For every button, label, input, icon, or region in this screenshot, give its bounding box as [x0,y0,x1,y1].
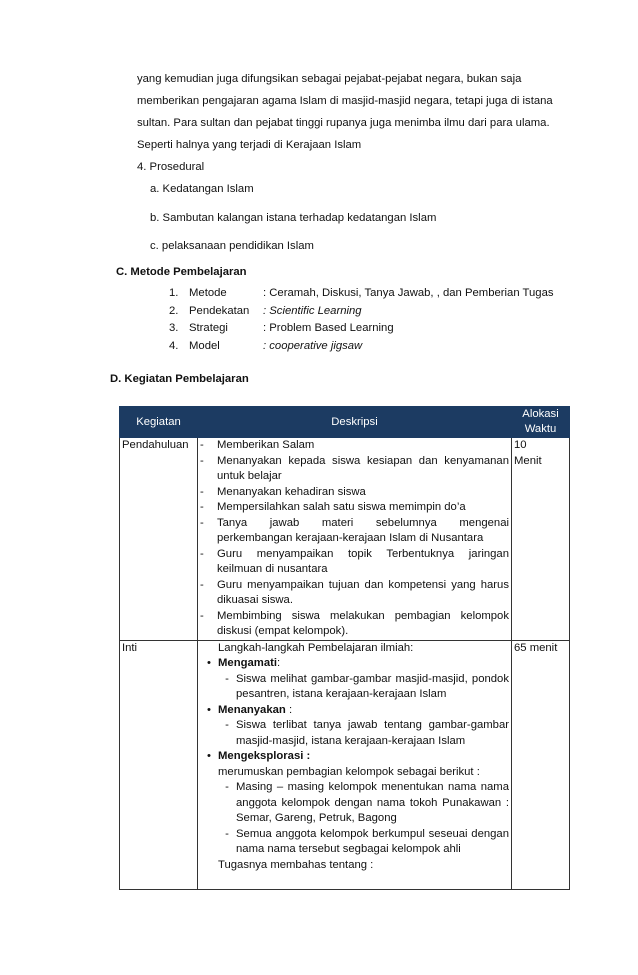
alokasi-unit: Menit [514,454,542,467]
row-number: 4. [169,340,179,352]
paragraph-line: sultan. Para sultan dan pejabat tinggi rupanya juga menimba ilmu dari para ulama. [137,117,550,129]
prosedural-heading: 4. Prosedural [137,161,205,173]
row-label: Metode [189,287,227,299]
sub-item: - Masing – masing kelompok menentukan nama nama anggota kelompok dengan nama tokoh Punakawan : Semar, Gareng, Petruk, Bagong [225,781,509,824]
kegiatan-cell: Inti [120,640,198,889]
row-value: : cooperative jigsaw [263,340,363,352]
alokasi-cell [512,438,570,641]
table-row [120,640,570,889]
step-title: Mengeksplorasi : [218,750,311,762]
list-item: - Guru menyampaikan topik Terbentuknya jaringan keilmuan di nusantara [200,547,509,575]
header-deskripsi: Deskripsi [198,407,512,438]
sub-item: - Semua anggota kelompok berkumpul seseuai dengan nama nama tersebut segbagai kelompok ahli [225,827,509,855]
paragraph-line: yang kemudian juga difungsikan sebagai pejabat-pejabat negara, bukan saja [137,73,522,85]
list-item: • Menanyakan : [207,703,293,716]
row-label: Pendekatan [189,305,250,317]
section-d-heading: D. Kegiatan Pembelajaran [110,373,249,385]
list-item: • Mengeksplorasi : [207,750,311,762]
list-item: - Tanya jawab materi sebelumnya mengenai perkembangan kerajaan-kerajaan Islam di Nusantara [200,516,509,544]
list-item: - Menanyakan kepada siswa kesiapan dan kenyamanan untuk belajar [200,454,509,482]
kegiatan-table [119,406,570,890]
strategi-row [169,322,569,338]
row-number: 1. [169,287,179,299]
table-row [120,438,570,641]
sub-item: - Siswa terlibat tanya jawab tentang gambar-gambar masjid-masjid, istana kerajaan-kerajaan Islam [225,719,509,747]
step-title: Menanyakan [218,703,286,716]
model-row [169,340,569,356]
prosedural-item: b. Sambutan kalangan istana terhadap kedatangan Islam [150,212,437,224]
alokasi-cell: 65 menit [512,640,570,889]
list-item: • Mengamati: [207,657,281,669]
kegiatan-cell: Pendahuluan [120,438,198,641]
pendekatan-row [169,305,569,321]
row-label: Strategi [189,322,228,334]
header-kegiatan: Kegiatan [120,407,198,438]
step-description: merumuskan pembagian kelompok sebagai berikut : [218,765,480,778]
row-label: Model [189,340,220,352]
row-value: : Problem Based Learning [263,322,394,334]
deskripsi-cell [198,438,512,641]
row-value: : Scientific Learning [263,305,362,317]
inti-intro: Langkah-langkah Pembelajaran ilmiah: [218,641,414,654]
list-item: - Menanyakan kehadiran siswa [200,485,366,498]
row-value: : Ceramah, Diskusi, Tanya Jawab, , dan Pemberian Tugas [263,287,554,299]
prosedural-item: c. pelaksanaan pendidikan Islam [150,240,314,252]
list-item: - Mempersilahkan salah satu siswa memimpin do’a [200,501,466,513]
row-number: 3. [169,322,179,334]
alokasi-value: 10 [514,439,527,451]
list-item: - Guru menyampaikan tujuan dan kompetensi yang harus dikuasai siswa. [200,578,509,606]
prosedural-item: a. Kedatangan Islam [150,183,254,195]
table-header-row [120,407,570,438]
step-note: Tugasnya membahas tentang : [218,858,374,871]
deskripsi-cell [198,640,512,889]
list-item: - Memberikan Salam [200,439,315,451]
paragraph-line: memberikan pengajaran agama Islam di masjid-masjid negara, tetapi juga di istana [137,95,553,107]
header-alokasi: Alokasi Waktu [512,407,570,438]
section-c-heading: C. Metode Pembelajaran [116,266,247,278]
paragraph-line: Seperti halnya yang terjadi di Kerajaan Islam [137,139,362,151]
list-item: - Membimbing siswa melakukan pembagian kelompok diskusi (empat kelompok). [200,609,509,637]
step-title: Mengamati [218,657,278,669]
row-number: 2. [169,305,179,317]
metode-row [169,287,569,303]
sub-item: - Siswa melihat gambar-gambar masjid-masjid, pondok pesantren, istana kerajaan-kerajaan Islam [225,672,509,700]
